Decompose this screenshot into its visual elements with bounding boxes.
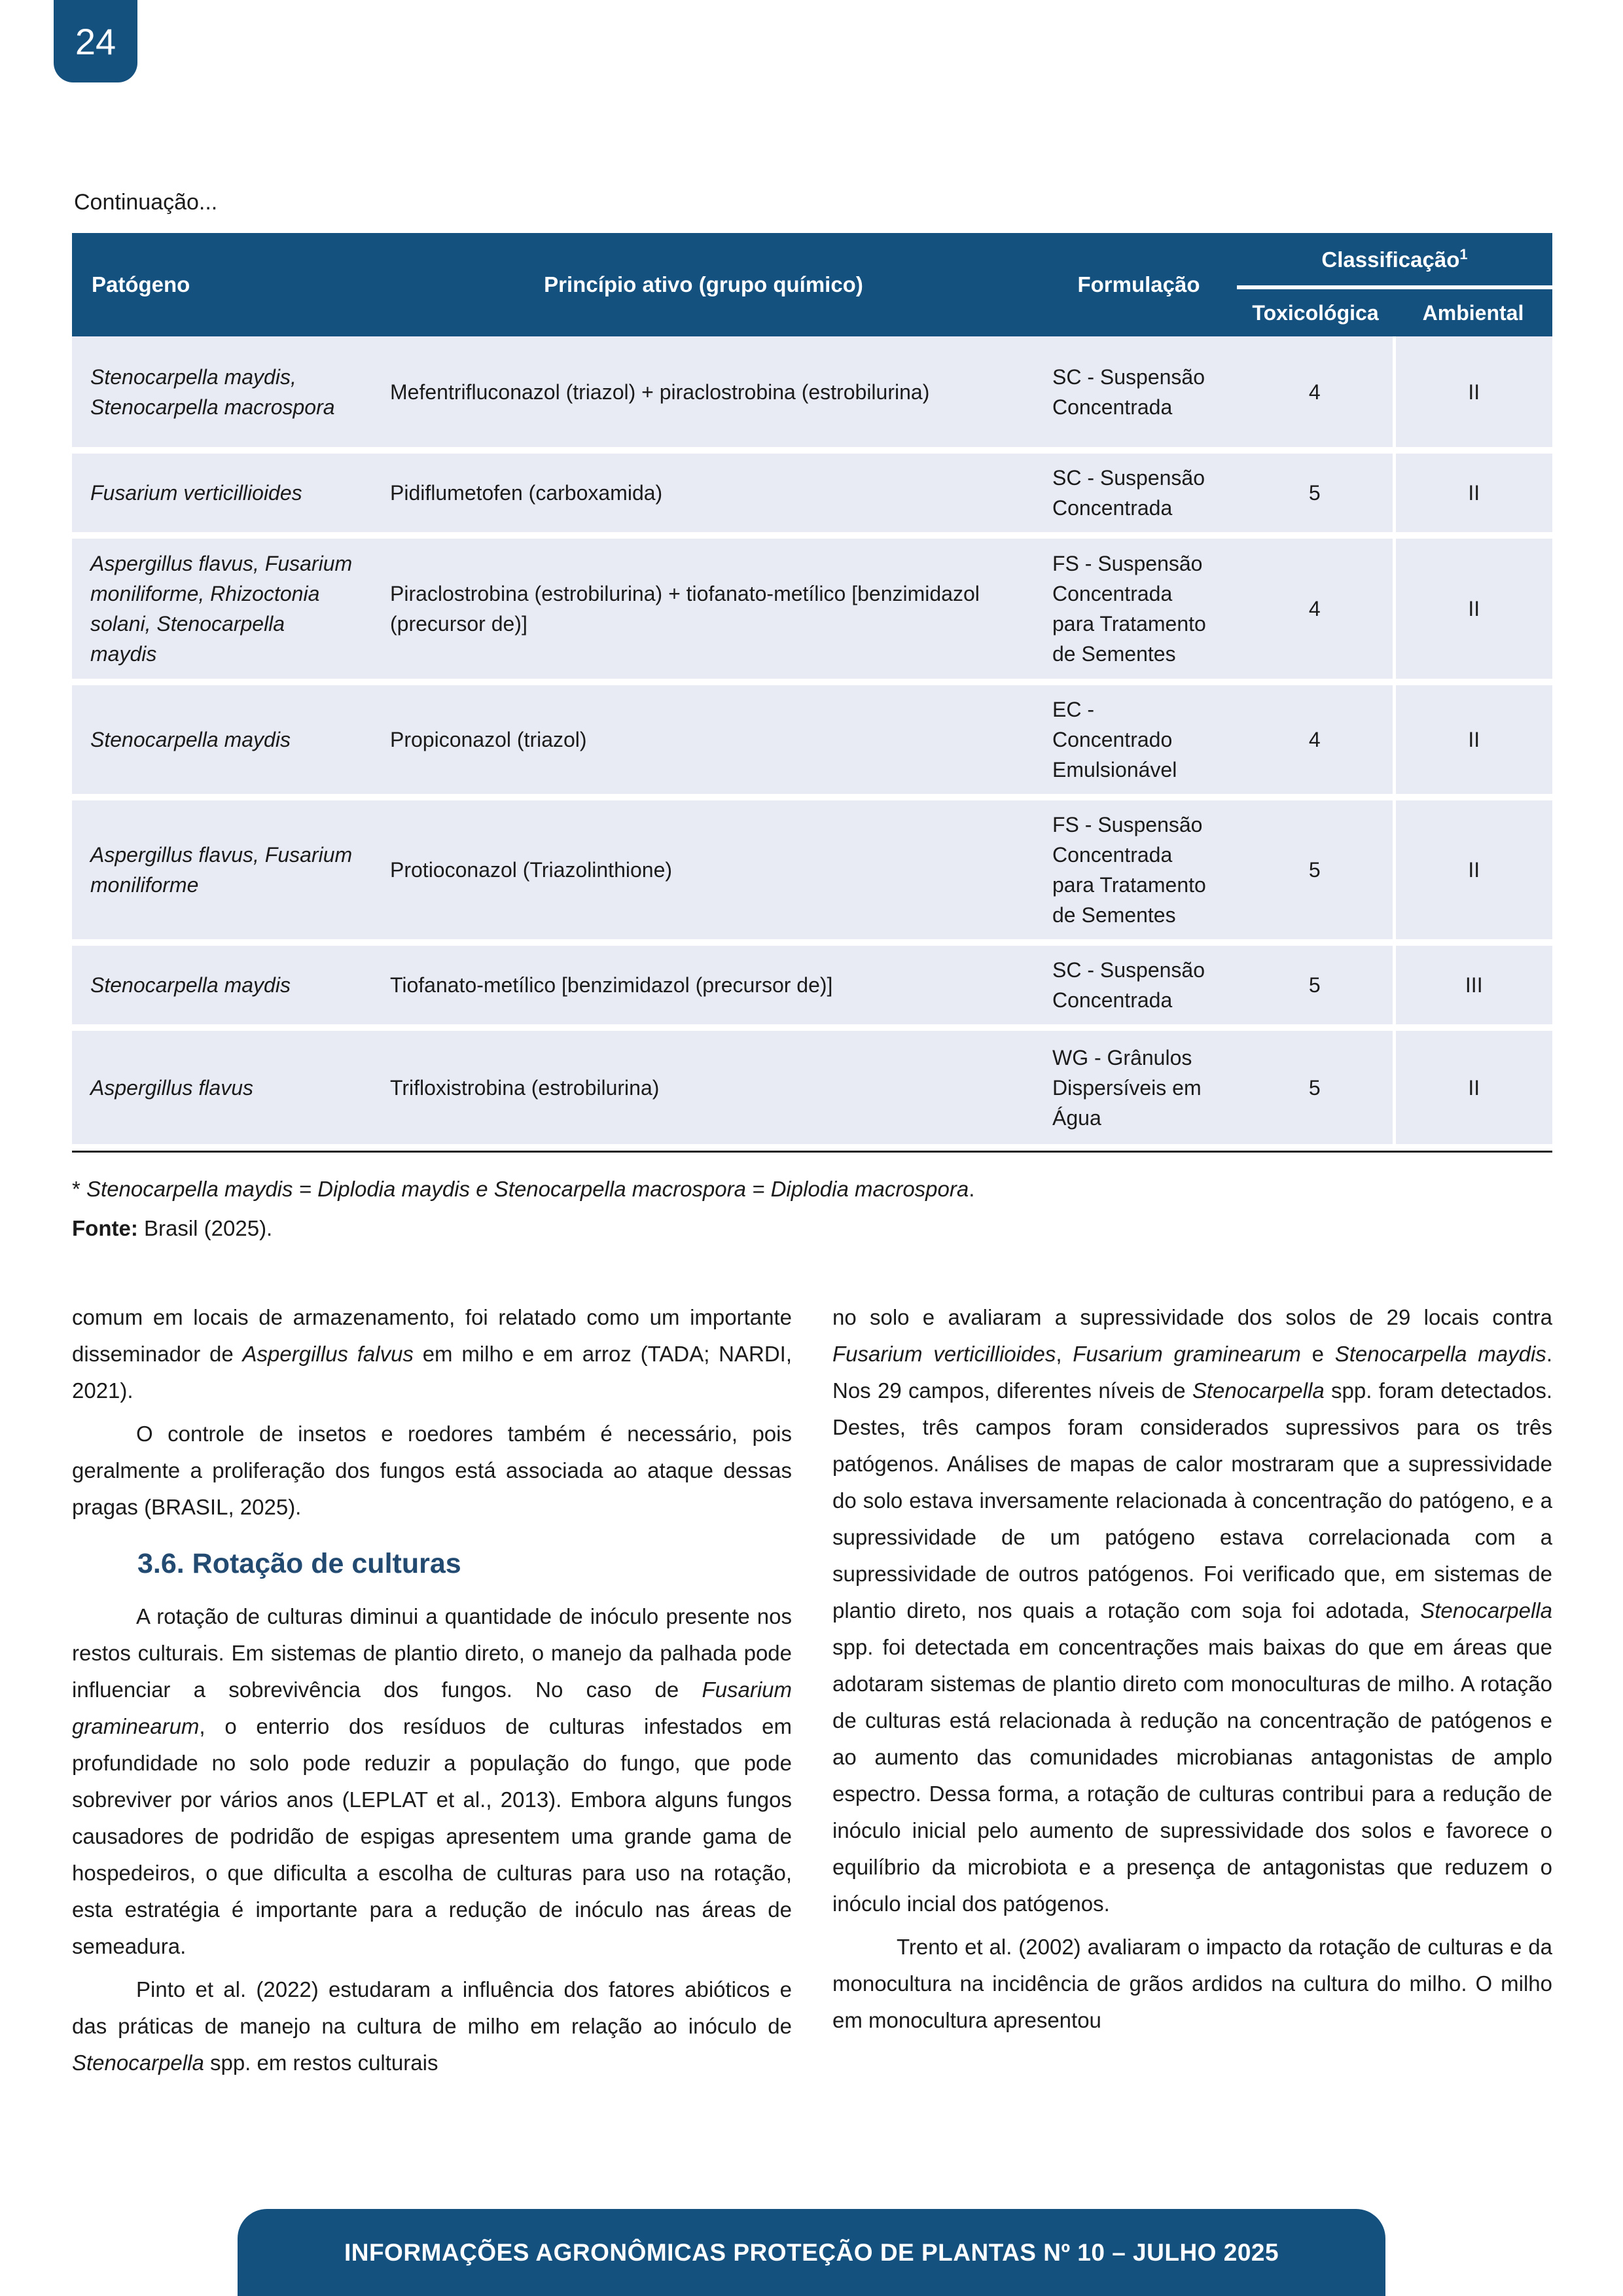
table-row — [72, 682, 1552, 797]
table-source: Fonte: Brasil (2025). — [72, 1216, 273, 1240]
cell-active: Piraclostrobina (estrobilurina) + tiofanato-metílico [benzimidazol (precursor de)] — [366, 535, 1041, 682]
cell-pathogen: Stenocarpella maydis — [72, 682, 366, 797]
pathogens-table — [72, 233, 1552, 1151]
table-row — [72, 450, 1552, 535]
footer-banner — [238, 2209, 1385, 2296]
cell-toxicological: 4 — [1237, 682, 1394, 797]
cell-environmental: II — [1394, 797, 1552, 942]
body-column-right — [832, 1299, 1552, 2088]
table-zone — [72, 233, 1552, 1248]
cell-active: Mefentrifluconazol (triazol) + piraclostrobina (estrobilurina) — [366, 336, 1041, 450]
table-row — [72, 942, 1552, 1028]
cell-toxicological: 5 — [1237, 797, 1394, 942]
cell-pathogen: Aspergillus flavus, Fusarium moniliforme, Rhizoctonia solani, Stenocarpella maydis — [72, 535, 366, 682]
table-footnote: * Stenocarpella maydis = Diplodia maydis e Stenocarpella macrospora = Diplodia macrospora. — [72, 1177, 975, 1201]
cell-active: Trifloxistrobina (estrobilurina) — [366, 1028, 1041, 1147]
classification-footnote-marker: 1 — [1459, 246, 1468, 263]
cell-active: Protioconazol (Triazolinthione) — [366, 797, 1041, 942]
cell-pathogen: Fusarium verticillioides — [72, 450, 366, 535]
paragraph: Trento et al. (2002) avaliaram o impacto da rotação de culturas e da monocultura na incidência de grãos ardidos na cultura do milho. O milho em monocultura apresentou — [832, 1935, 1552, 2032]
cell-environmental: II — [1394, 1028, 1552, 1147]
table-frame — [72, 233, 1552, 1153]
cell-formulation: WG - Grânulos Dispersíveis em Água — [1041, 1028, 1237, 1147]
cell-formulation: EC - Concentrado Emulsionável — [1041, 682, 1237, 797]
cell-pathogen: Stenocarpella maydis, Stenocarpella macrospora — [72, 336, 366, 450]
cell-toxicological: 5 — [1237, 450, 1394, 535]
cell-formulation: SC - Suspensão Concentrada — [1041, 336, 1237, 450]
header-active: Princípio ativo (grupo químico) — [366, 233, 1041, 336]
paragraph: Pinto et al. (2022) estudaram a influência dos fatores abióticos e das práticas de manejo na cultura de milho em relação ao inóculo de Stenocarpella spp. em restos culturais — [72, 1977, 792, 2075]
cell-environmental: II — [1394, 450, 1552, 535]
page-number-badge — [54, 0, 137, 82]
header-environmental: Ambiental — [1394, 287, 1552, 336]
cell-pathogen: Aspergillus flavus — [72, 1028, 366, 1147]
table-row — [72, 535, 1552, 682]
cell-environmental: II — [1394, 336, 1552, 450]
footer-title: INFORMAÇÕES AGRONÔMICAS PROTEÇÃO DE PLANTAS Nº 10 – JULHO 2025 — [344, 2238, 1279, 2266]
page-number: 24 — [75, 20, 116, 62]
cell-pathogen: Aspergillus flavus, Fusarium moniliforme — [72, 797, 366, 942]
table-body — [72, 336, 1552, 1147]
cell-toxicological: 5 — [1237, 942, 1394, 1028]
header-toxicological: Toxicológica — [1237, 287, 1394, 336]
cell-formulation: SC - Suspensão Concentrada — [1041, 942, 1237, 1028]
table-row — [72, 1028, 1552, 1147]
header-classification: Classificação$^1$ — [1237, 233, 1552, 287]
paragraph: comum em locais de armazenamento, foi relatado como um importante disseminador de Aspergillus falvus em milho e em arroz (TADA; NARDI, 2021). — [72, 1305, 792, 1403]
cell-formulation: FS - Suspensão Concentrada para Tratamento de Sementes — [1041, 535, 1237, 682]
cell-active: Tiofanato-metílico [benzimidazol (precursor de)] — [366, 942, 1041, 1028]
table-row — [72, 797, 1552, 942]
cell-formulation: SC - Suspensão Concentrada — [1041, 450, 1237, 535]
paragraph: A rotação de culturas diminui a quantidade de inóculo presente nos restos culturais. Em sistemas de plantio direto, o manejo da palhada pode influenciar a sobrevivência dos fungos. No caso de Fusarium graminearum, o enterrio dos resíduos de culturas infestados em profundidade no solo pode reduzir a população do fungo, que pode sobreviver por vários anos (LEPLAT et al., 2013). Embora alguns fungos causadores de podridão de espigas apresentem uma grande gama de hospedeiros, o que dificulta a escolha de culturas para uso na rotação, esta estratégia é importante para a redução de inóculo nas áreas de semeadura. — [72, 1604, 792, 1958]
cell-toxicological: 4 — [1237, 336, 1394, 450]
cell-environmental: II — [1394, 682, 1552, 797]
cell-pathogen: Stenocarpella maydis — [72, 942, 366, 1028]
cell-environmental: II — [1394, 535, 1552, 682]
cell-active: Pidiflumetofen (carboxamida) — [366, 450, 1041, 535]
continuation-label: Continuação... — [74, 190, 218, 215]
table-header — [72, 233, 1552, 336]
cell-toxicological: 5 — [1237, 1028, 1394, 1147]
header-pathogen: Patógeno — [72, 233, 366, 336]
paragraph: no solo e avaliaram a supressividade dos solos de 29 locais contra Fusarium verticillioides, Fusarium graminearum e Stenocarpella maydis. Nos 29 campos, diferentes níveis de Stenocarpella spp. foram detectados. Destes, três campos foram considerados supressivos para os três patógenos. Análises de mapas de calor mostraram que a supressividade do solo estava inversamente relacionada à concentração do patógeno, e a supressividade de um patógeno estava correlacionada com a supressividade de outros patógenos. Foi verificado que, em sistemas de plantio direto, nos quais a rotação com soja foi adotada, Stenocarpella spp. foi detectada em concentrações mais baixas do que em áreas que adotaram sistemas de plantio direto com monoculturas de milho. A rotação de culturas está relacionada à redução na concentração de patógenos e ao aumento das comunidades microbianas antagonistas de amplo espectro. Dessa forma, a rotação de culturas contribui para a redução de inóculo inicial pelo aumento de supressividade dos solos e favorece o equilíbrio da microbiota e a presença de antagonistas que reduzem o inóculo incial dos patógenos. — [832, 1305, 1553, 1916]
cell-formulation: FS - Suspensão Concentrada para Tratamento de Sementes — [1041, 797, 1237, 942]
cell-toxicological: 4 — [1237, 535, 1394, 682]
cell-environmental: III — [1394, 942, 1552, 1028]
table-row — [72, 336, 1552, 450]
body-column-left — [72, 1299, 792, 2088]
header-formulation: Formulação — [1041, 233, 1237, 336]
section-heading: 3.6. Rotação de culturas — [137, 1548, 461, 1579]
paragraph: O controle de insetos e roedores também é necessário, pois geralmente a proliferação dos fungos está associada ao ataque dessas pragas (BRASIL, 2025). — [72, 1422, 792, 1519]
body-columns — [72, 1299, 1552, 2088]
cell-active: Propiconazol (triazol) — [366, 682, 1041, 797]
